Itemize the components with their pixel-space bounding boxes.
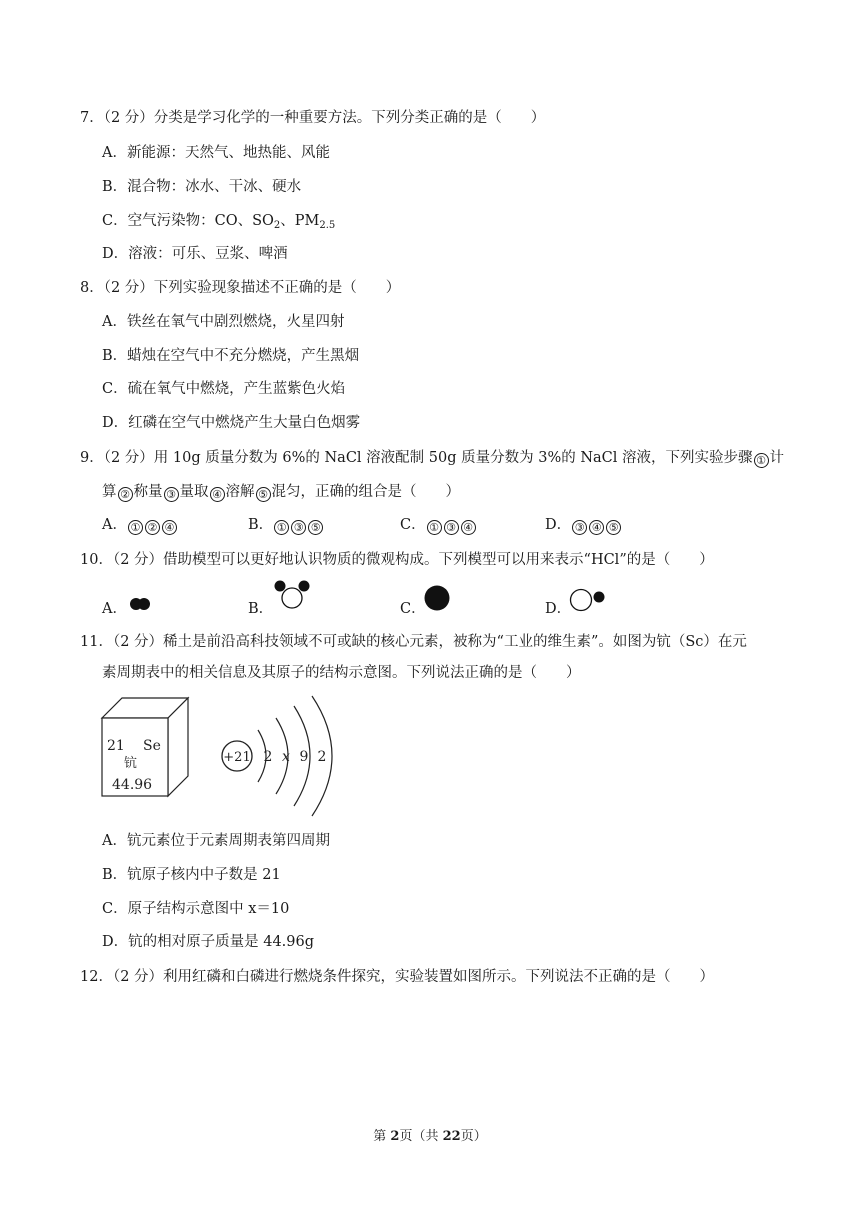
element-symbol: Se (143, 738, 161, 754)
q9-stem-line1: 9．（2 分）用 10g 质量分数为 6%的 NaCl 溶液配制 50g 质量分数为 3%的 NaCl 溶液，下列实验步骤 ① 计 (80, 450, 784, 467)
q8-option-c: C．硫在氧气中燃烧，产生蓝紫色火焰 (102, 381, 346, 397)
scandium-figure (98, 694, 348, 822)
q12-stem: 12．（2 分）利用红磷和白磷进行燃烧条件探究，实验装置如图所示。下列说法不正确的是（ ） (80, 969, 715, 985)
shell-electrons-1: 2 (263, 749, 273, 765)
page-total: 22 (442, 1129, 461, 1144)
q9-stem-line2: 算 ② 称量 ③ 量取 ④ 溶解 ⑤ 混匀，正确的组合是（ ） (102, 484, 460, 501)
atom-sphere (282, 588, 302, 608)
q10-model-d (568, 587, 610, 613)
q8-stem: 8．（2 分）下列实验现象描述不正确的是（ ） (80, 280, 401, 296)
atom-sphere (571, 590, 592, 611)
shell-electrons-3: 9 (299, 749, 309, 765)
q11-option-b: B．钪原子核内中子数是 21 (102, 867, 281, 883)
q11-option-d: D．钪的相对原子质量是 44.96g (102, 934, 315, 950)
q8-option-a: A．铁丝在氧气中剧烈燃烧，火星四射 (102, 314, 345, 330)
q8-option-b: B．蜡烛在空气中不充分燃烧，产生黑烟 (102, 348, 360, 364)
q7-stem: 7．（2 分）分类是学习化学的一种重要方法。下列分类正确的是（ ） (80, 110, 546, 126)
q10-model-a (126, 594, 156, 614)
q11-stem-line2: 素周期表中的相关信息及其原子的结构示意图。下列说法正确的是（ ） (102, 665, 581, 681)
page-number: 2 (390, 1129, 400, 1144)
element-cube (102, 698, 188, 796)
atom-sphere (138, 598, 150, 610)
q10-option-c-label: C． (400, 601, 426, 617)
q11-option-c: C．原子结构示意图中 x＝10 (102, 901, 290, 917)
q9-option-a: A． ① ② ④ (102, 515, 178, 535)
q10-model-c (423, 584, 453, 614)
q9-option-d: D． ③ ④ ⑤ (545, 515, 622, 535)
q9-option-c: C． ① ③ ④ (400, 515, 477, 535)
atomic-structure-diagram (222, 696, 332, 816)
q11-option-a: A．钪元素位于元素周期表第四周期 (102, 833, 330, 849)
atomic-number: 21 (107, 738, 125, 754)
q10-model-b (270, 578, 314, 614)
atom-sphere (425, 586, 450, 611)
q7-option-c: C．空气污染物：CO、$SO_2$、$PM_{2.5}$ (102, 213, 336, 231)
q8-option-d: D．红磷在空气中燃烧产生大量白色烟雾 (102, 415, 361, 431)
atom-sphere (594, 592, 605, 603)
shell-electrons-2: x (282, 749, 290, 765)
page-footer: 第 2页（共 22页） (373, 1129, 487, 1144)
atom-sphere (275, 581, 286, 592)
q7-option-b: B．混合物：冰水、干冰、硬水 (102, 179, 302, 195)
q9-option-b: B． ① ③ ⑤ (248, 515, 324, 535)
q7-option-a: A．新能源：天然气、地热能、风能 (102, 145, 330, 161)
atomic-mass: 44.96 (112, 777, 153, 793)
q10-option-b-label: B． (248, 601, 274, 617)
atom-sphere (299, 581, 310, 592)
q11-stem-line1: 11．（2 分）稀土是前沿高科技领域不可或缺的核心元素，被称为“工业的维生素”。如图为钪（Sc）在元 (80, 634, 747, 650)
q10-stem: 10．（2 分）借助模型可以更好地认识物质的微观构成。下列模型可以用来表示“HCl”的是（ ） (80, 552, 714, 568)
q10-option-a-label: A． (102, 601, 127, 617)
nucleus-charge: +21 (223, 750, 251, 765)
q10-option-d-label: D． (545, 601, 572, 617)
element-name: 钪 (124, 756, 138, 771)
shell-electrons-4: 2 (317, 749, 327, 765)
q7-option-d: D．溶液：可乐、豆浆、啤酒 (102, 246, 288, 262)
